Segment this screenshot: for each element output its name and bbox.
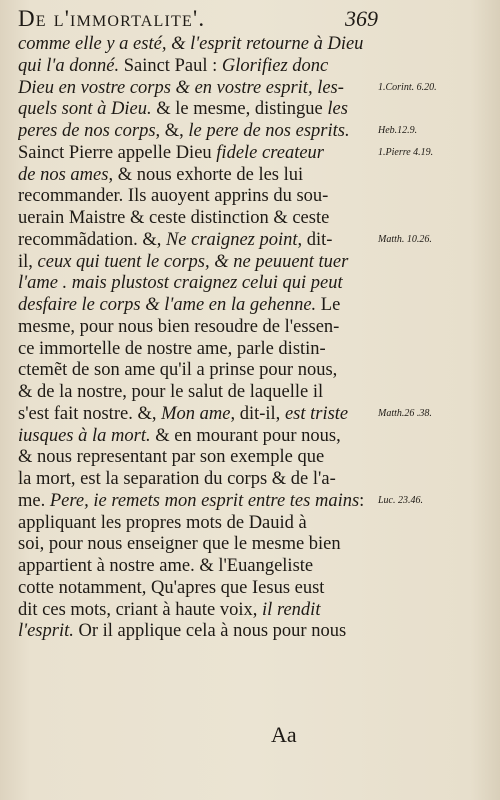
- roman-span: recommãdation. &,: [18, 229, 166, 250]
- text-line: [18, 317, 373, 339]
- italic-span: est triste: [284, 403, 349, 424]
- roman-span: la mort, est la separation du corps & de l'a-: [18, 469, 336, 489]
- italic-span: l'ame . mais plustost craignez celui qui peut: [18, 273, 343, 294]
- running-head: [18, 6, 378, 36]
- roman-span: s'est fait nostre. &,: [18, 403, 162, 424]
- margin-note: Heb.12.9.: [378, 125, 418, 136]
- italic-span: le pere de nos esprits.: [188, 121, 350, 141]
- text-line: [18, 578, 373, 600]
- roman-span: , & nous exhorte de les lui: [108, 164, 304, 185]
- text-line: [18, 121, 373, 143]
- text-line: [18, 252, 373, 274]
- roman-span: dit ces mots, criant à haute voix,: [18, 599, 263, 620]
- italic-span: de nos ames: [18, 164, 109, 185]
- text-line: [18, 556, 373, 578]
- margin-note: Matth.26 .38.: [378, 407, 432, 419]
- text-line: [18, 208, 373, 230]
- text-line: [18, 295, 373, 317]
- roman-span: & le mesme, distingue: [151, 99, 328, 120]
- margin-note: Matth. 10.26.: [378, 233, 432, 245]
- italic-span: Pere, ie remets mon esprit entre tes mains: [49, 490, 360, 511]
- roman-span: soi, pour nous enseigner que le mesme bien: [18, 534, 341, 555]
- roman-span: ctemẽt de son ame qu'il a prinse pour nous,: [18, 360, 338, 381]
- italic-span: les: [327, 99, 348, 120]
- roman-span: appartient à nostre ame. & l'Euangeliste: [18, 556, 314, 576]
- italic-span: iusques à la mort.: [18, 425, 151, 446]
- page-number: 369: [345, 6, 378, 31]
- roman-span: :: [359, 490, 365, 511]
- text-line: [18, 513, 373, 535]
- roman-span: , dit-: [297, 229, 333, 250]
- roman-span: , dit-il,: [230, 403, 285, 424]
- italic-span: quels sont à Dieu.: [18, 99, 152, 120]
- text-line: [18, 78, 373, 100]
- roman-span: Sainct Pierre appelle Dieu: [18, 142, 217, 163]
- roman-span: ce immortelle de nostre ame, parle distin-: [18, 338, 326, 359]
- roman-span: recommander. Ils auoyent apprins du sou-: [18, 186, 329, 207]
- body-text: [18, 34, 373, 643]
- italic-span: desfaire le corps & l'ame en la gehenne.: [18, 295, 317, 315]
- text-line: [18, 491, 373, 513]
- catchword: Aa: [271, 722, 297, 747]
- italic-span: qui l'a donné.: [18, 55, 120, 76]
- text-line: [18, 621, 373, 643]
- text-line: [18, 165, 373, 187]
- italic-span: l'esprit.: [18, 621, 74, 642]
- italic-span: il rendit: [262, 599, 321, 620]
- italic-span: ceux qui tuent le corps, & ne peuuent tuer: [37, 251, 349, 272]
- text-line: [18, 339, 373, 361]
- italic-span: Glorifiez donc: [221, 55, 329, 76]
- text-line: [18, 273, 373, 295]
- roman-span: cotte notamment, Qu'apres que Iesus eust: [18, 577, 325, 598]
- roman-span: mesme, pour nous bien resoudre de l'essen-: [18, 316, 340, 337]
- italic-span: comme elle y a esté, & l'esprit retourne à Dieu: [18, 34, 364, 54]
- roman-span: il,: [18, 251, 38, 272]
- text-line: [18, 447, 373, 469]
- roman-span: Or il applique cela à nous pour nous: [73, 621, 347, 642]
- text-line: [18, 600, 373, 622]
- margin-note: 1.Corint. 6.20.: [378, 81, 437, 93]
- roman-span: & en mourant pour nous,: [150, 425, 341, 446]
- text-line: [18, 469, 373, 491]
- text-line: [18, 56, 373, 78]
- italic-span: Dieu en vostre corps & en vostre esprit, les-: [18, 77, 344, 98]
- roman-span: Sainct Paul :: [119, 55, 222, 76]
- text-line: [18, 534, 373, 556]
- text-line: [18, 426, 373, 448]
- italic-span: Mon ame: [161, 403, 231, 424]
- text-line: [18, 143, 373, 165]
- text-line: [18, 186, 373, 208]
- roman-span: & nous representant par son exemple que: [18, 447, 325, 468]
- running-title: De l'immortalite'.: [18, 6, 206, 31]
- roman-span: , &,: [155, 121, 189, 141]
- roman-span: uerain Maistre & ceste distinction & ceste: [18, 208, 330, 228]
- roman-span: me.: [18, 490, 50, 511]
- text-line: [18, 404, 373, 426]
- roman-span: & de la nostre, pour le salut de laquelle il: [18, 382, 324, 402]
- text-line: [18, 34, 373, 56]
- italic-span: fidele createur: [216, 142, 324, 163]
- roman-span: appliquant les propres mots de Dauid à: [18, 512, 307, 533]
- text-line: [18, 360, 373, 382]
- text-line: [18, 382, 373, 404]
- italic-span: peres de nos corps: [18, 121, 156, 141]
- roman-span: Le: [316, 295, 341, 315]
- text-line: [18, 99, 373, 121]
- italic-span: Ne craignez point: [165, 229, 298, 250]
- text-line: [18, 230, 373, 252]
- margin-note: Luc. 23.46.: [378, 494, 423, 506]
- margin-note: 1.Pierre 4.19.: [378, 146, 434, 158]
